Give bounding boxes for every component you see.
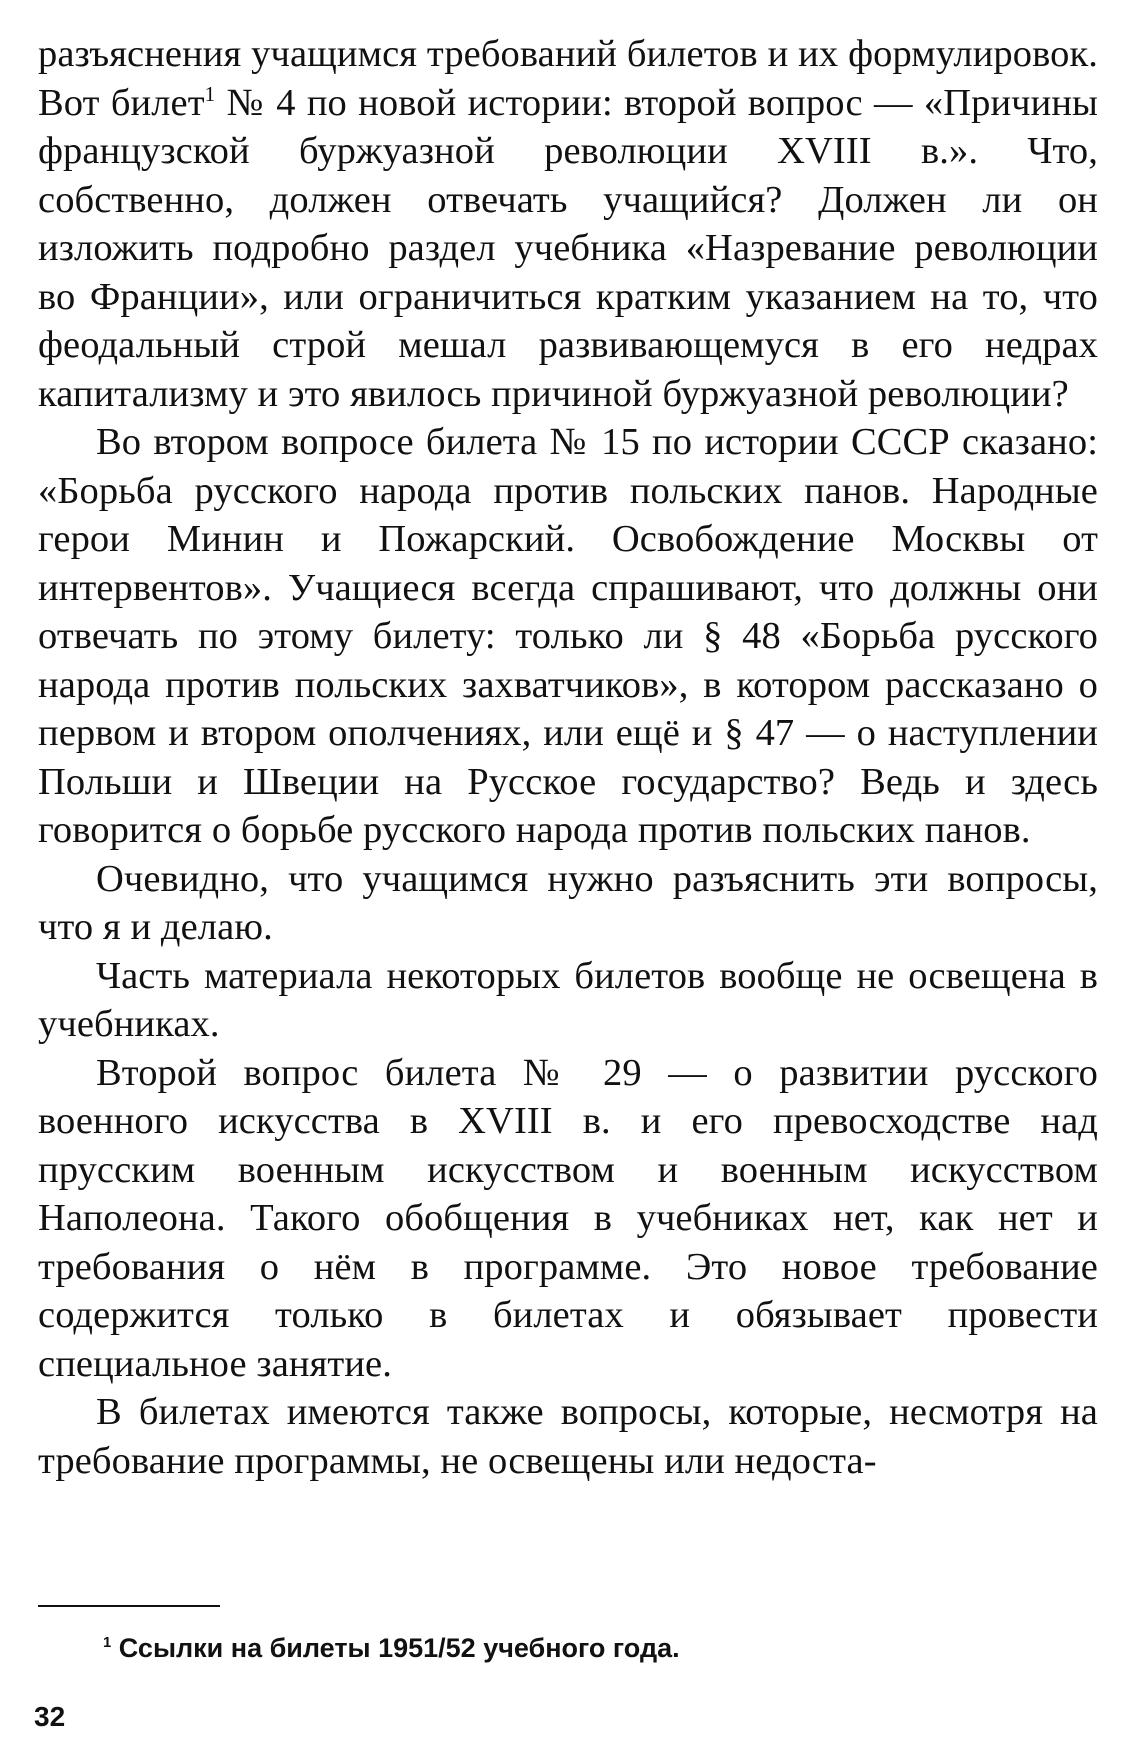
paragraph-3: Очевидно, что учащимся нужно разъяснить эти вопросы, что я и делаю. [38, 857, 1098, 948]
footnote-text: Ссылки на билеты 1951/52 учебного года. [118, 1633, 680, 1663]
paragraph-2: Во втором вопросе билета № 15 по истории СССР сказано: «Борьба русского народа против польских панов. Народные герои Минин и Пожарский. Освобождение Москвы от интервентов». Учащиеся всегда спрашивают, что должны они отвечать по этому билету: только ли § 48 «Борьба русского народа против польских захватчиков», в котором рассказано о первом и втором ополчениях, или ещё и § 47 — о наступлении Польши и Швеции на Русское государство? Ведь и здесь говорится о борьбе русского народа против польских панов. [38, 421, 1098, 851]
footnote-reference: 1 [204, 81, 216, 106]
page-body [38, 30, 1098, 1485]
paragraph-1 [38, 30, 1098, 418]
paragraph-1-text-a: разъяснения учащимся требований билетов и их формулировок. Вот билет [38, 33, 1098, 124]
footnote [103, 1631, 680, 1665]
footnote-divider [38, 1605, 220, 1607]
paragraph-1-text-b: № 4 по новой истории: второй вопрос — «Причины французской буржуазной революции XVIII в.». Что, собственно, должен отвечать учащийся? Должен ли он изложить подробно раздел учебника «Назревание революции во Франции», или ограничиться кратким указанием на то, что феодальный строй мешал развивающемуся в его недрах капитализму и это явилось причиной буржуазной революции? [38, 81, 1099, 415]
paragraph-6: В билетах имеются также вопросы, которые, несмотря на требование программы, не освещены или недоста- [38, 1391, 1098, 1482]
footnote-marker: 1 [103, 1635, 112, 1651]
paragraph-5: Второй вопрос билета № 29 — о развитии русского военного искусства в XVIII в. и его превосходстве над прусским военным искусством и военным искусством Наполеона. Такого обобщения в учебниках нет, как нет и требования о нём в программе. Это новое требование содержится только в билетах и обязывает провести специальное занятие. [38, 1051, 1098, 1385]
page-number: 32 [34, 1701, 66, 1732]
paragraph-4: Часть материала некоторых билетов вообще не освещена в учебниках. [38, 954, 1098, 1045]
